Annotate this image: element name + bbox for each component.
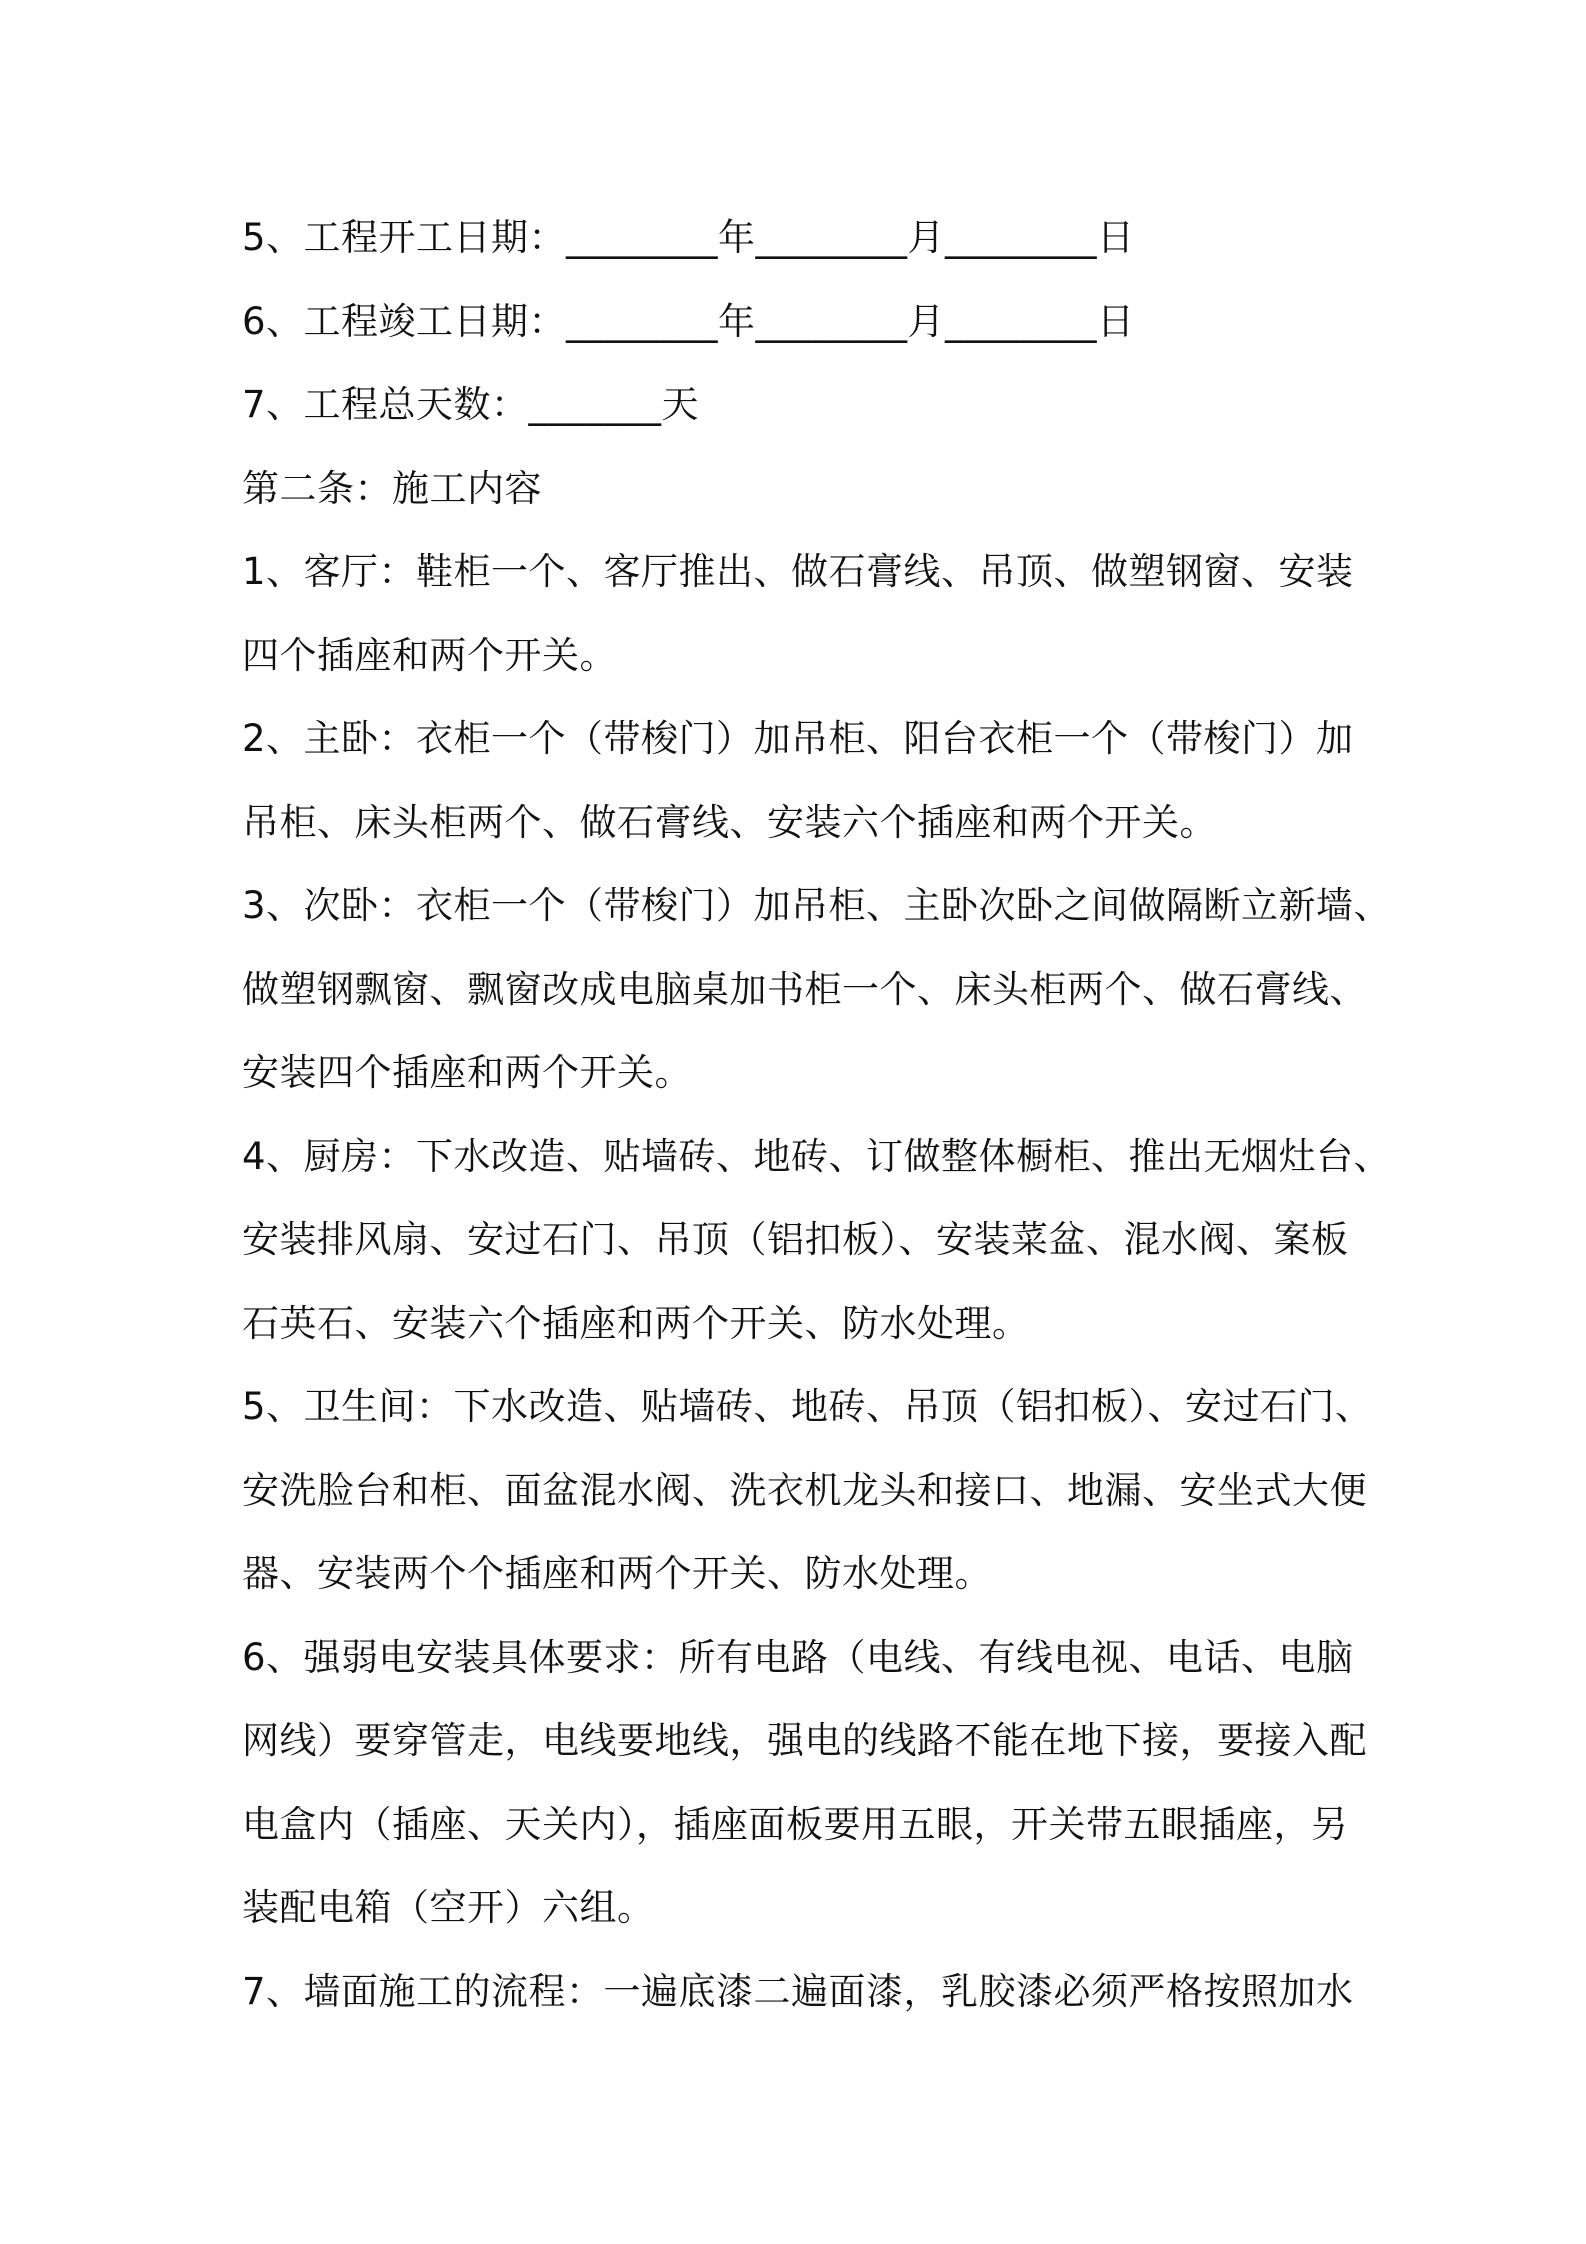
paragraph-line: 2、主卧：衣柜一个（带梭门）加吊柜、阳台衣柜一个（带梭门）加	[242, 717, 1354, 760]
paragraph-line: 装配电箱（空开）六组。	[242, 1886, 655, 1929]
paragraph-line: 安装四个插座和两个开关。	[242, 1051, 692, 1094]
paragraph-line: 7、墙面施工的流程：一遍底漆二遍面漆，乳胶漆必须严格按照加水	[242, 1969, 1354, 2013]
paragraph-line: 电盒内（插座、天关内），插座面板要用五眼，开关带五眼插座，另	[242, 1802, 1349, 1846]
paragraph-line: 安装排风扇、安过石门、吊顶（铝扣板）、安装菜盆、混水阀、案板	[242, 1218, 1349, 1261]
paragraph-line: 3、次卧：衣柜一个（带梭门）加吊柜、主卧次卧之间做隔断立新墙、	[242, 884, 1392, 927]
paragraph-line: 做塑钢飘窗、飘窗改成电脑桌加书柜一个、床头柜两个、做石膏线、	[242, 967, 1367, 1011]
paragraph-line: 安洗脸台和柜、面盆混水阀、洗衣机龙头和接口、地漏、安坐式大便	[242, 1468, 1367, 1512]
paragraph-line: 石英石、安装六个插座和两个开关、防水处理。	[242, 1301, 1030, 1345]
completion-date-line: 6、工程竣工日期：________年________月________日	[242, 299, 1135, 343]
paragraph-line: 1、客厅：鞋柜一个、客厅推出、做石膏线、吊顶、做塑钢窗、安装	[242, 550, 1354, 593]
total-days-line: 7、工程总天数：_______天	[242, 383, 700, 426]
paragraph-line: 5、卫生间：下水改造、贴墙砖、地砖、吊顶（铝扣板）、安过石门、	[242, 1385, 1373, 1428]
paragraph-line: 四个插座和两个开关。	[242, 633, 617, 677]
section-heading: 第二条：施工内容	[242, 466, 542, 510]
paragraph-line: 网线）要穿管走，电线要地线，强电的线路不能在地下接，要接入配	[242, 1719, 1367, 1762]
document-body	[242, 196, 1392, 2033]
paragraph-line: 器、安装两个个插座和两个开关、防水处理。	[242, 1552, 992, 1595]
paragraph-line: 吊柜、床头柜两个、做石膏线、安装六个插座和两个开关。	[242, 800, 1217, 844]
paragraph-line: 4、厨房：下水改造、贴墙砖、地砖、订做整体橱柜、推出无烟灶台、	[242, 1134, 1392, 1178]
start-date-line: 5、工程开工日期：________年________月________日	[242, 216, 1135, 259]
paragraph-line: 6、强弱电安装具体要求：所有电路（电线、有线电视、电话、电脑	[242, 1635, 1354, 1679]
